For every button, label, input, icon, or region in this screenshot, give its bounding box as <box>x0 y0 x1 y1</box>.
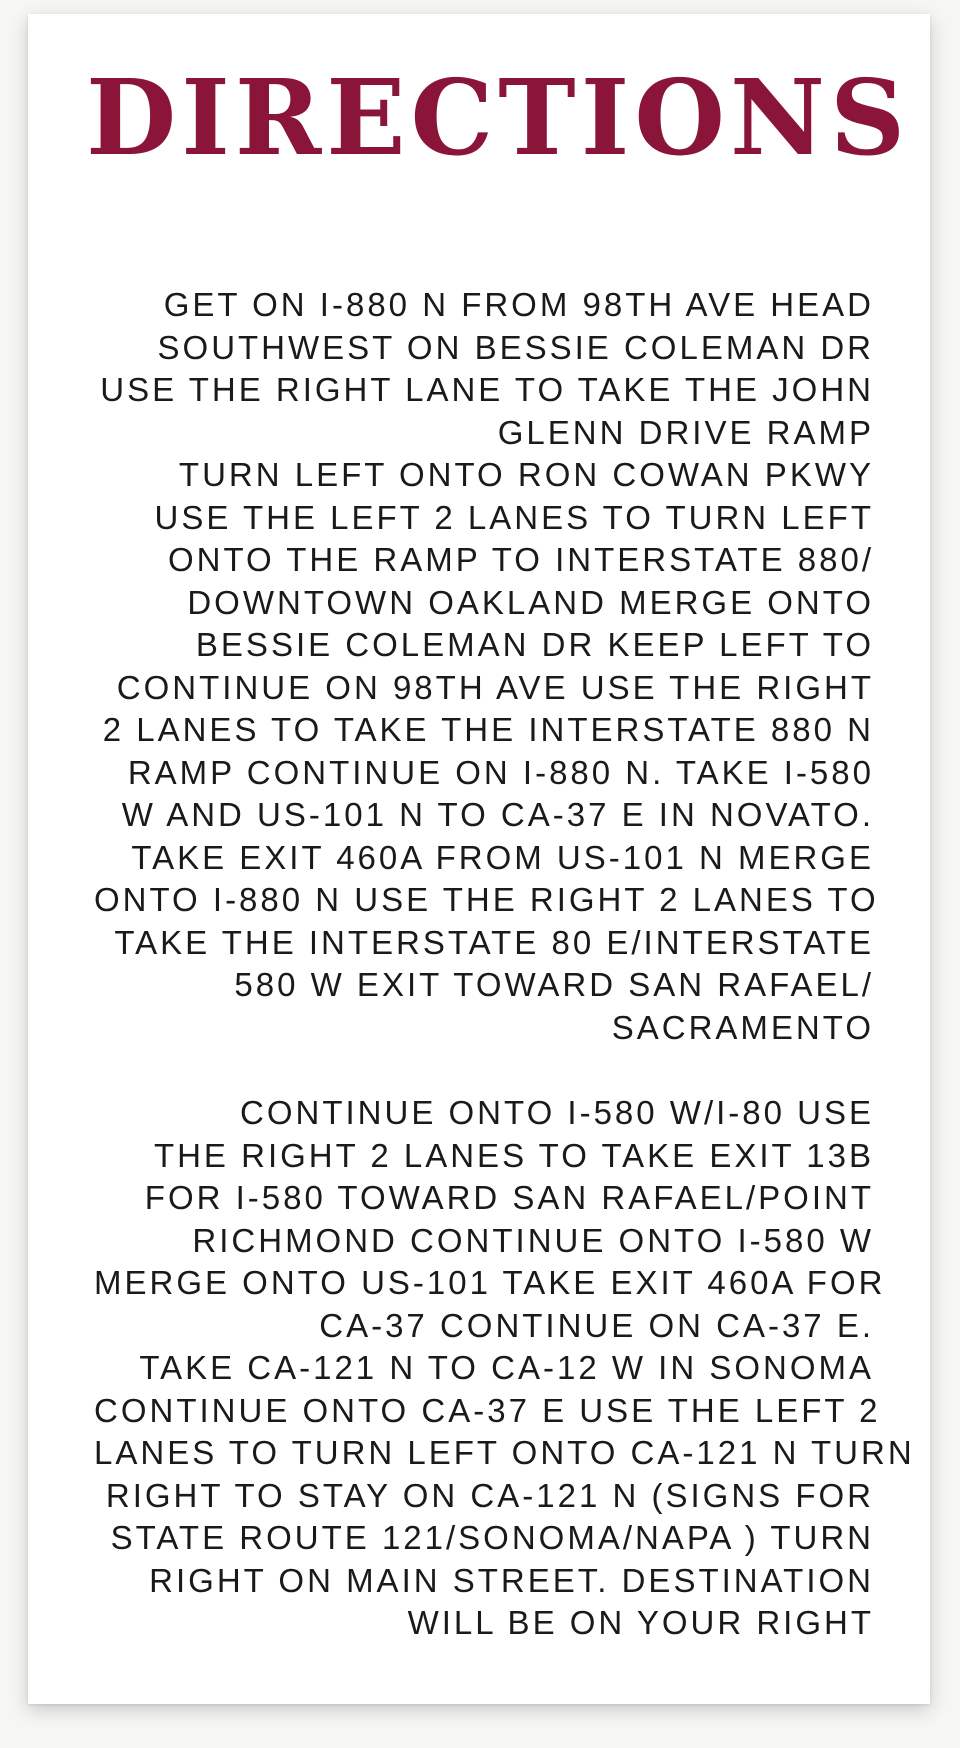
directions-paragraph-2 <box>94 1092 915 1645</box>
text-line: LANES TO TURN LEFT ONTO CA-121 N TURN <box>94 1434 915 1471</box>
text-line: W AND US-101 N TO CA-37 E IN NOVATO. <box>121 796 874 833</box>
text-line: MERGE ONTO US-101 TAKE EXIT 460A FOR <box>94 1264 886 1301</box>
text-line: GET ON I-880 N FROM 98TH AVE HEAD <box>163 286 874 323</box>
text-line: STATE ROUTE 121/SONOMA/NAPA ) TURN <box>110 1519 874 1556</box>
text-line: USE THE RIGHT LANE TO TAKE THE JOHN <box>100 371 874 408</box>
text-line: SOUTHWEST ON BESSIE COLEMAN DR <box>157 328 874 366</box>
text-line: CA-37 CONTINUE ON CA-37 E. <box>319 1306 874 1344</box>
text-line: THE RIGHT 2 LANES TO TAKE EXIT 13B <box>153 1136 874 1174</box>
text-line: USE THE LEFT 2 LANES TO TURN LEFT <box>154 498 874 536</box>
text-line: TAKE EXIT 460A FROM US-101 N MERGE <box>131 838 874 876</box>
text-line: RAMP CONTINUE ON I-880 N. TAKE I-580 <box>127 753 874 791</box>
text-line: RICHMOND CONTINUE ONTO I-580 W <box>192 1221 874 1259</box>
text-line: WILL BE ON YOUR RIGHT <box>407 1604 874 1641</box>
text-line: TURN LEFT ONTO RON COWAN PKWY <box>178 456 874 493</box>
directions-card <box>28 14 930 1704</box>
text-line: CONTINUE ONTO CA-37 E USE THE LEFT 2 <box>94 1391 881 1429</box>
text-line: 580 W EXIT TOWARD SAN RAFAEL/ <box>234 966 874 1003</box>
text-line: SACRAMENTO <box>611 1008 874 1046</box>
text-line: CONTINUE ON 98TH AVE USE THE RIGHT <box>116 668 874 706</box>
text-line: TAKE THE INTERSTATE 80 E/INTERSTATE <box>114 923 874 961</box>
directions-paragraph-1 <box>94 284 879 1049</box>
text-line: CONTINUE ONTO I-580 W/I-80 USE <box>240 1094 874 1131</box>
text-line: 2 LANES TO TAKE THE INTERSTATE 880 N <box>102 711 874 748</box>
text-line: BESSIE COLEMAN DR KEEP LEFT TO <box>195 626 874 663</box>
text-line: DOWNTOWN OAKLAND MERGE ONTO <box>187 583 874 621</box>
text-line: ONTO I-880 N USE THE RIGHT 2 LANES TO <box>94 881 879 918</box>
text-line: TAKE CA-121 N TO CA-12 W IN SONOMA <box>139 1349 874 1386</box>
text-line: ONTO THE RAMP TO INTERSTATE 880/ <box>167 541 874 578</box>
text-line: RIGHT ON MAIN STREET. DESTINATION <box>149 1561 874 1599</box>
text-line: FOR I-580 TOWARD SAN RAFAEL/POINT <box>144 1179 874 1216</box>
page-title: DIRECTIONS <box>86 56 911 179</box>
text-line: GLENN DRIVE RAMP <box>497 413 874 451</box>
text-line: RIGHT TO STAY ON CA-121 N (SIGNS FOR <box>105 1476 874 1514</box>
